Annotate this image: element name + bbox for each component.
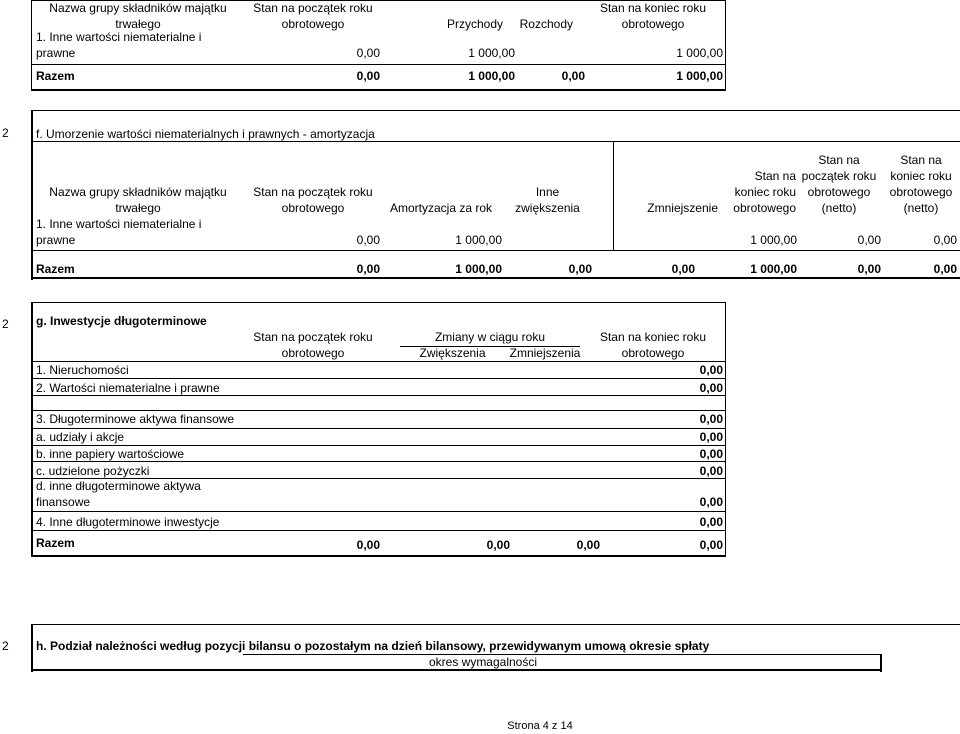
section-title: h. Podział należności według pozycji bilansu o pozostałym na dzień bilansowy, przewidywanym umową okresie spłaty (36, 639, 710, 653)
col-start-header: Stan na początek roku obrotowego (253, 1, 373, 31)
col-other-increase-header: Inne zwiększenia (515, 185, 580, 215)
col-end-header: Stan na koniec roku obrotowego (599, 330, 707, 360)
col-decrease-header: Zmniejszenia (509, 346, 581, 360)
section-number: 2 (2, 639, 9, 653)
maturity-header: okres wymagalności (428, 655, 538, 669)
col-amortization-header: Amortyzacja za rok (389, 201, 492, 215)
section-number: 2 (2, 317, 9, 331)
col-end-header: Stan na koniec roku obrotowego (599, 1, 707, 31)
section-title: g. Inwestycje długoterminowe (36, 314, 207, 328)
col-outflow-header: Rozchody (519, 17, 573, 31)
col-start-header: Stan na początek roku obrotowego (253, 185, 373, 215)
section-title: f. Umorzenie wartości niematerialnych i prawnych - amortyzacja (36, 127, 375, 141)
col-end-header: Stan na koniec roku obrotowego (733, 169, 796, 215)
col-name-header: Nazwa grupy składników majątku trwałego (49, 185, 227, 215)
col-income-header: Przychody (446, 17, 503, 31)
col-net-start-header: Stan na początek roku obrotowego (netto) (801, 153, 877, 215)
col-changes-header: Zmiany w ciągu roku (434, 330, 546, 344)
page-number: Strona 4 z 14 (507, 720, 573, 732)
section-number: 2 (2, 126, 9, 140)
col-increase-header: Zwiększenia (419, 346, 486, 360)
col-start-header: Stan na początek roku obrotowego (253, 330, 373, 360)
col-decrease-header: Zmniejszenie (647, 201, 718, 215)
col-net-end-header: Stan na koniec roku obrotowego (netto) (889, 153, 953, 215)
col-name-header: Nazwa grupy składników majątku trwałego (49, 1, 227, 31)
